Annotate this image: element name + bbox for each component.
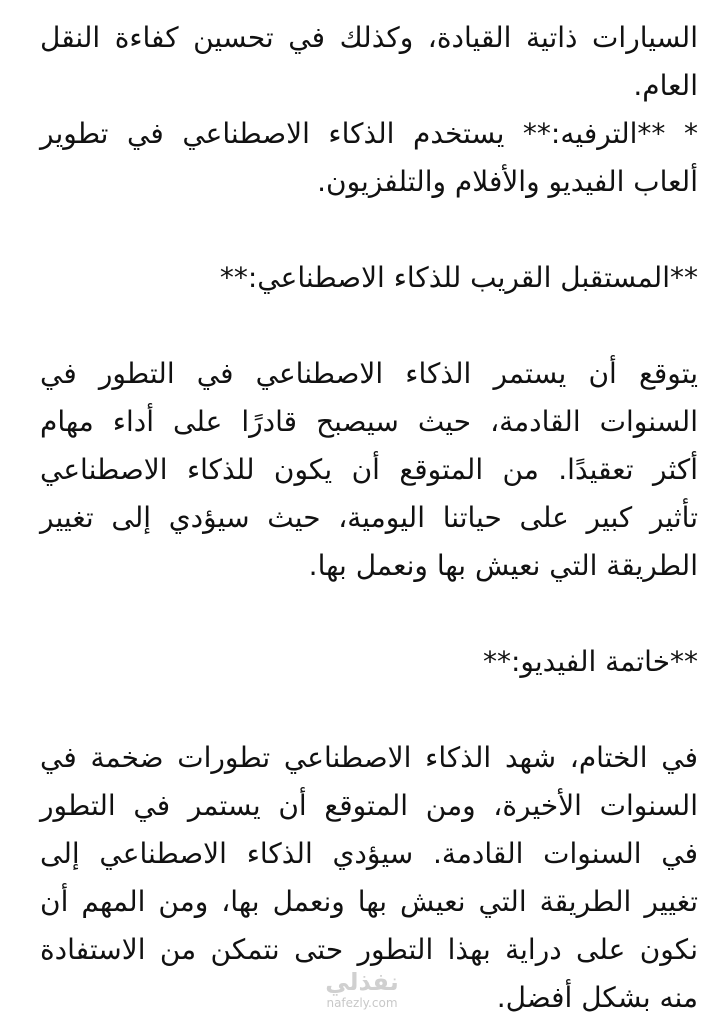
text-line: يتوقع أن يستمر الذكاء الاصطناعي في التطور في [40,357,698,390]
text-line: أكثر تعقيدًا. من المتوقع أن يكون للذكاء الاصطناعي [40,453,698,486]
spacer [40,686,698,734]
watermark-logo-text: نفذلي [325,968,399,996]
text-line: تأثير كبير على حياتنا اليومية، حيث سيؤدي إلى تغيير [40,501,698,534]
bullet-entertainment: * **الترفيه:** يستخدم الذكاء الاصطناعي في تطوير [40,117,698,150]
text-line: ألعاب الفيديو والأفلام والتلفزيون. [317,165,698,198]
section-heading-conclusion: **خاتمة الفيديو:** [482,645,698,678]
watermark-url: nafezly.com [326,996,398,1010]
text-line: منه بشكل أفضل. [496,981,698,1014]
spacer [40,302,698,350]
text-line: في الختام، شهد الذكاء الاصطناعي تطورات ضخمة في [40,741,698,774]
text-line: السنوات الأخيرة، ومن المتوقع أن يستمر في التطور [40,789,698,822]
section-heading-future: **المستقبل القريب للذكاء الاصطناعي:** [219,261,698,294]
spacer [40,590,698,638]
text-line: في السنوات القادمة. سيؤدي الذكاء الاصطناعي إلى [40,837,698,870]
text-line: نكون على دراية بهذا التطور حتى نتمكن من الاستفادة [40,933,698,966]
text-line: تغيير الطريقة التي نعيش بها ونعمل بها، ومن المهم أن [40,885,698,918]
spacer [40,206,698,254]
text-line: السنوات القادمة، حيث سيصبح قادرًا على أداء مهام [40,405,698,438]
text-line: العام. [633,69,698,102]
text-line: السيارات ذاتية القيادة، وكذلك في تحسين كفاءة النقل [40,21,698,54]
text-line: الطريقة التي نعيش بها ونعمل بها. [308,549,698,582]
watermark-logo [307,968,417,1010]
